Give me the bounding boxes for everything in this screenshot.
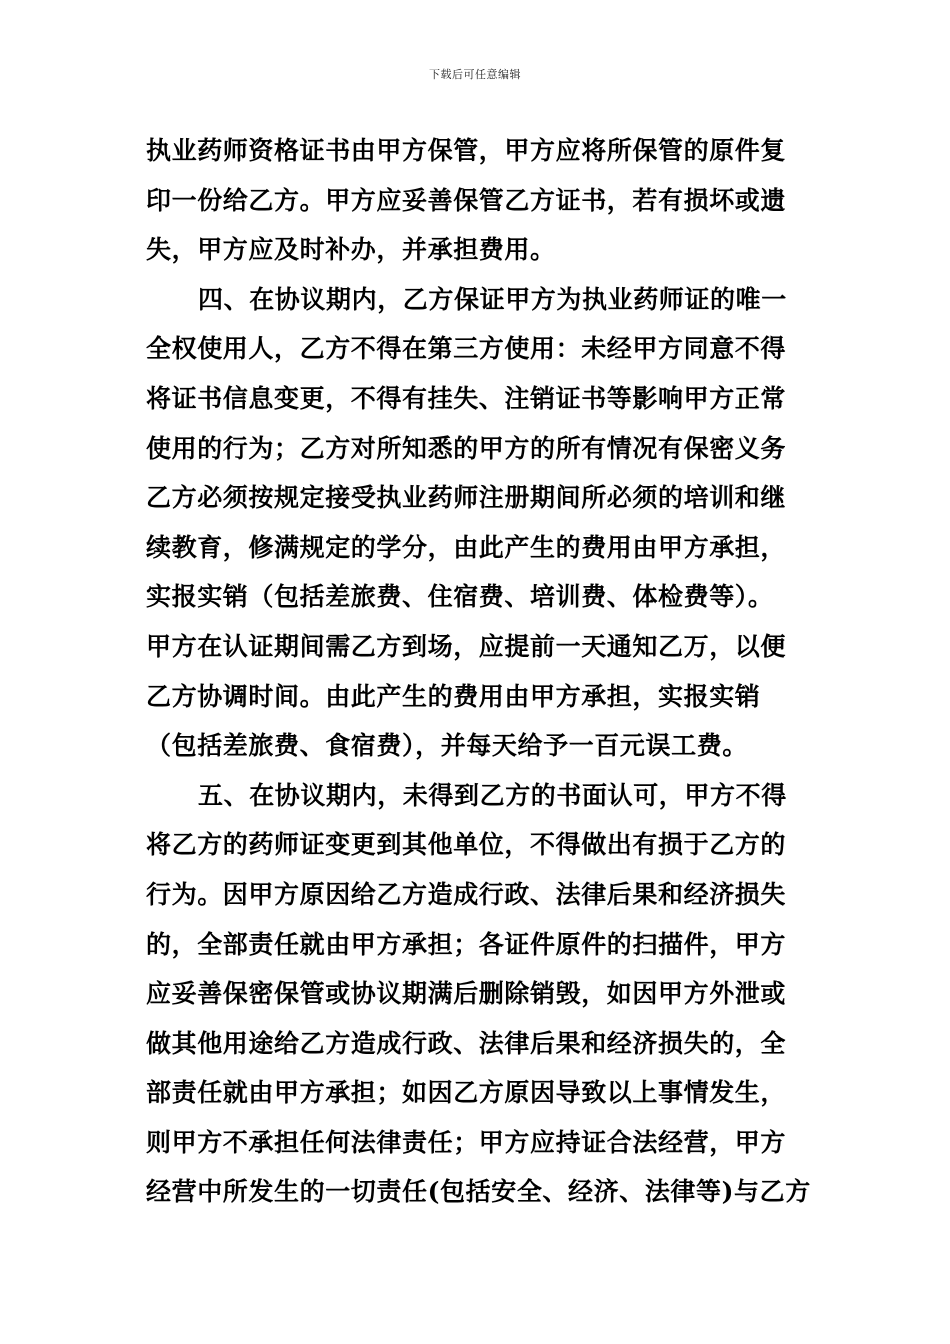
- paragraph-five-start: 五、在协议期内，未得到乙方的书面认可，甲方不得: [198, 780, 787, 810]
- text-line: 应妥善保密保管或协议期满后删除销毁，如因甲方外泄或: [146, 979, 787, 1009]
- text-line: 行为。因甲方原因给乙方造成行政、法律后果和经济损失: [146, 879, 787, 909]
- text-line: 部责任就由甲方承担；如因乙方原因导致以上事情发生，: [146, 1078, 787, 1108]
- text-line: 将乙方的药师证变更到其他单位，不得做出有损于乙方的: [146, 830, 787, 860]
- text-line: 执业药师资格证书由甲方保管，甲方应将所保管的原件复: [146, 136, 787, 165]
- text-line: 乙方必须按规定接受执业药师注册期间所必须的培训和继: [146, 483, 787, 513]
- text-line: 实报实销（包括差旅费、住宿费、培训费、体检费等）。: [146, 582, 774, 612]
- text-line: 失，甲方应及时补办，并承担费用。: [146, 235, 556, 265]
- text-line: 乙方协调时间。由此产生的费用由甲方承担，实报实销: [146, 681, 761, 711]
- page-header: 下载后可任意编辑: [429, 68, 521, 81]
- text-line: 续教育，修满规定的学分，由此产生的费用由甲方承担，: [146, 532, 787, 562]
- text-line: 做其他用途给乙方造成行政、法律后果和经济损失的，全: [146, 1028, 787, 1058]
- text-line: 将证书信息变更，不得有挂失、注销证书等影响甲方正常: [146, 383, 787, 413]
- text-line: 则甲方不承担任何法律责任；甲方应持证合法经营，甲方: [146, 1127, 787, 1157]
- text-line: 甲方在认证期间需乙方到场，应提前一天通知乙万，以便: [146, 631, 787, 661]
- text-line: 印一份给乙方。甲方应妥善保管乙方证书，若有损坏或遗: [146, 185, 787, 215]
- body-text: [146, 126, 811, 1217]
- paragraph-four-start: 四、在协议期内，乙方保证甲方为执业药师证的唯一: [198, 284, 787, 314]
- text-line: 使用的行为；乙方对所知悉的甲方的所有情况有保密义务: [146, 433, 787, 463]
- text-line: 的，全部责任就由甲方承担；各证件原件的扫描件，甲方: [146, 929, 787, 959]
- text-line: 全权使用人，乙方不得在第三方使用：未经甲方同意不得: [146, 334, 787, 364]
- text-line: （包括差旅费、食宿费），并每天给予一百元误工费。: [146, 731, 748, 761]
- text-line: 经营中所发生的一切责任(包括安全、经济、法律等)与乙方: [146, 1177, 811, 1207]
